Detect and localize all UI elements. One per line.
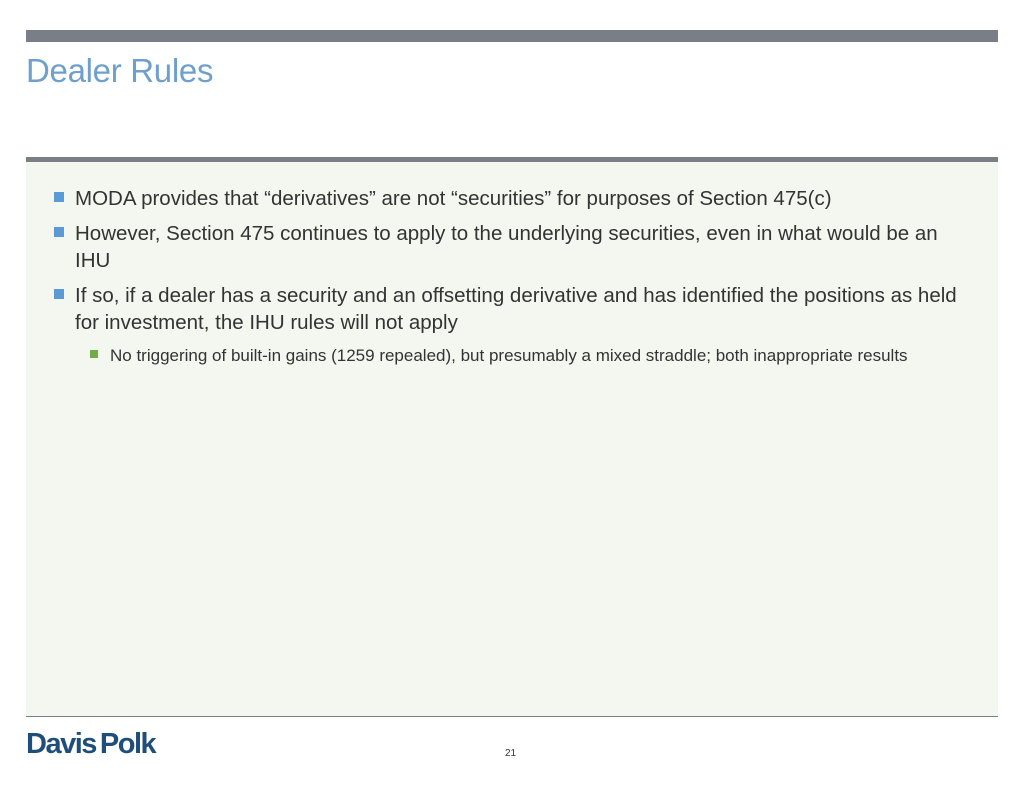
bullet-text: If so, if a dealer has a security and an offsetting derivative and has identified the positions as held for investment, the IHU rules will not apply bbox=[75, 284, 957, 334]
bullet-item bbox=[50, 220, 970, 274]
header-bar bbox=[26, 30, 998, 42]
square-sub-bullet-icon bbox=[90, 350, 98, 358]
page-number: 21 bbox=[505, 748, 517, 759]
bullet-text: However, Section 475 continues to apply to the underlying securities, even in what would be an IHU bbox=[75, 222, 938, 272]
davis-polk-logo bbox=[26, 728, 155, 761]
bullet-item bbox=[50, 282, 970, 336]
slide-title: Dealer Rules bbox=[26, 52, 214, 89]
square-bullet-icon bbox=[54, 227, 64, 237]
content-panel bbox=[26, 157, 998, 716]
content-divider bbox=[26, 157, 998, 162]
logo-part-polk: Polk bbox=[99, 728, 156, 760]
sub-bullet-item bbox=[50, 340, 970, 371]
footer-divider bbox=[26, 716, 998, 717]
bullet-list bbox=[50, 185, 970, 371]
sub-bullet-text: No triggering of built-in gains (1259 repealed), but presumably a mixed straddle; both inappropriate results bbox=[110, 346, 908, 365]
bullet-item bbox=[50, 185, 970, 212]
bullet-text: MODA provides that “derivatives” are not “securities” for purposes of Section 475(c) bbox=[75, 187, 832, 210]
logo-part-davis: Davis bbox=[26, 728, 96, 760]
square-bullet-icon bbox=[54, 192, 64, 202]
square-bullet-icon bbox=[54, 289, 64, 299]
